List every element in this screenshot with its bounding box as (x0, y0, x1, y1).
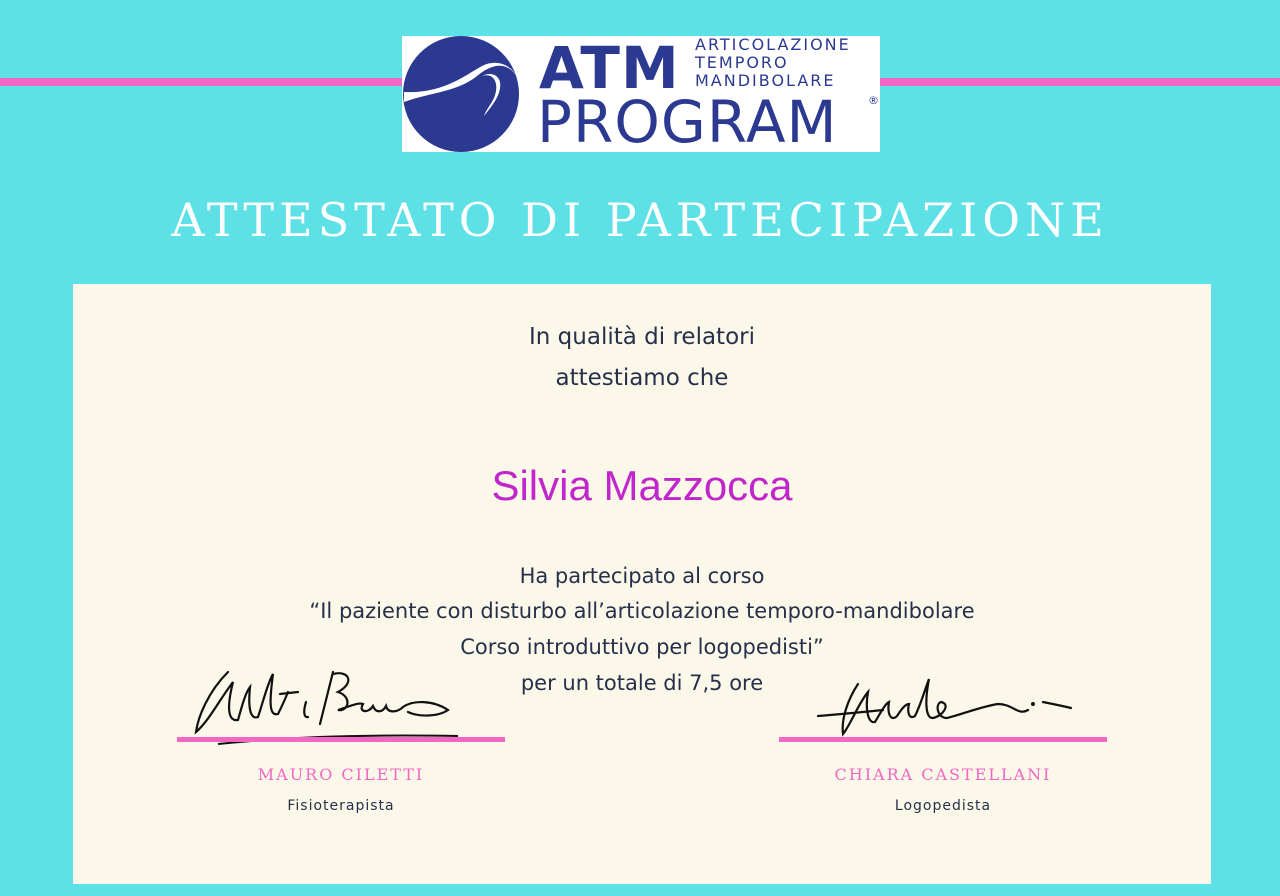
signature-right-icon (813, 674, 1083, 744)
signatory-role: Fisioterapista (287, 798, 395, 814)
logo-subtitle-line: ARTICOLAZIONE (695, 36, 851, 54)
certificate-card (73, 284, 1211, 884)
logo-subtitle (695, 36, 851, 90)
course-line: per un totale di 7,5 ore (520, 671, 764, 695)
signatory-role: Logopedista (894, 798, 992, 814)
intro-line: In qualità di relatori (529, 324, 755, 350)
course-line: “Il paziente con disturbo all’articolazione temporo-mandibolare (309, 599, 975, 623)
atm-program-logo (402, 36, 880, 152)
signature-line-left (177, 737, 505, 742)
course-line: Ha partecipato al corso (519, 564, 765, 588)
logo-emblem-icon (402, 36, 538, 152)
registered-mark: ® (868, 94, 879, 107)
intro-line: attestiamo che (555, 365, 729, 391)
logo-program-text: PROGRAM (537, 88, 838, 152)
participant-name: Silvia Mazzocca (491, 462, 793, 509)
top-stripe-left (0, 78, 402, 86)
logo-subtitle-line: MANDIBOLARE (695, 71, 836, 90)
top-stripe-right (880, 78, 1280, 86)
course-line: Corso introduttivo per logopedisti” (460, 635, 824, 659)
signatory-name: CHIARA CASTELLANI (834, 765, 1052, 784)
logo-subtitle-line: TEMPORO (695, 53, 789, 72)
signature-line-right (779, 737, 1107, 742)
logo-atm-text: ATM (539, 36, 680, 102)
signatory-name: MAURO CILETTI (257, 765, 425, 784)
certificate-title: ATTESTATO DI PARTECIPAZIONE (171, 193, 1109, 247)
